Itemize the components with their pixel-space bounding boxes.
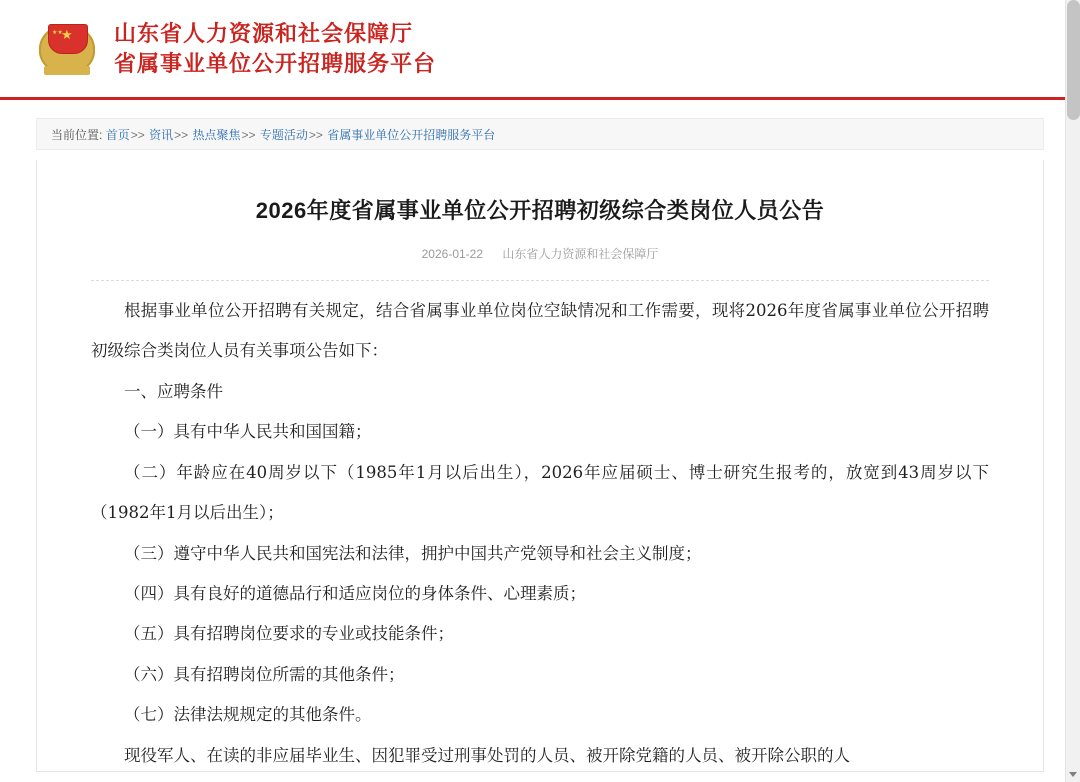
header-titles (114, 19, 436, 77)
article-paragraph: （三）遵守中华人民共和国宪法和法律，拥护中国共产党领导和社会主义制度； (124, 543, 702, 563)
scrollbar-thumb[interactable] (1067, 0, 1080, 120)
article-paragraph: （六）具有招聘岗位所需的其他条件； (124, 664, 405, 684)
meta-divider (91, 280, 989, 281)
article-paragraph: 一、应聘条件 (124, 381, 223, 401)
chevron-down-icon[interactable] (1069, 772, 1077, 777)
article-date: 2026-01-22 (421, 247, 484, 261)
article-paragraph: 现役军人、在读的非应届毕业生、因犯罪受过刑事处罚的人员、被开除党籍的人员、被开除公职的人 (124, 745, 850, 765)
breadcrumb (36, 118, 1044, 150)
article-card (36, 160, 1044, 772)
breadcrumb-item-special-activity[interactable]: 专题活动 (259, 128, 308, 142)
article-body (91, 291, 989, 772)
breadcrumb-item-news[interactable]: 资讯 (149, 128, 174, 142)
article-source: 山东省人力资源和社会保障厅 (502, 247, 659, 261)
article-paragraph: （四）具有良好的道德品行和适应岗位的身体条件、心理素质； (124, 583, 586, 603)
article-paragraph: （一）具有中华人民共和国国籍； (124, 422, 372, 442)
breadcrumb-separator: >> (130, 128, 145, 142)
site-header (0, 0, 1080, 100)
breadcrumb-separator: >> (174, 128, 189, 142)
breadcrumb-separator: >> (241, 128, 256, 142)
page-scrollbar[interactable] (1065, 0, 1080, 782)
breadcrumb-label: 当前位置: (51, 128, 103, 142)
article-paragraph: （二）年龄应在40周岁以下（1985年1月以后出生），2026年应届硕士、博士研究生报考的，放宽到43周岁以下（1982年1月以后出生）； (91, 462, 989, 523)
breadcrumb-separator: >> (308, 128, 323, 142)
breadcrumb-item-home[interactable]: 首页 (105, 128, 130, 142)
national-emblem-icon: ★ ★★ (36, 18, 98, 80)
header-title-line1: 山东省人力资源和社会保障厅 (114, 21, 414, 47)
article-meta (91, 245, 989, 262)
page-title: 2026年度省属事业单位公开招聘初级综合类岗位人员公告 (255, 198, 825, 223)
article-paragraph: （五）具有招聘岗位要求的专业或技能条件； (124, 624, 454, 644)
header-title-line2: 省属事业单位公开招聘服务平台 (114, 50, 437, 76)
article-paragraph: （七）法律法规规定的其他条件。 (124, 705, 372, 725)
breadcrumb-item-current[interactable]: 省属事业单位公开招聘服务平台 (327, 128, 496, 142)
breadcrumb-item-hotspot[interactable]: 热点聚焦 (192, 128, 241, 142)
article-paragraph: 根据事业单位公开招聘有关规定，结合省属事业单位岗位空缺情况和工作需要，现将2026年度省属事业单位公开招聘初级综合类岗位人员有关事项公告如下： (91, 301, 989, 361)
